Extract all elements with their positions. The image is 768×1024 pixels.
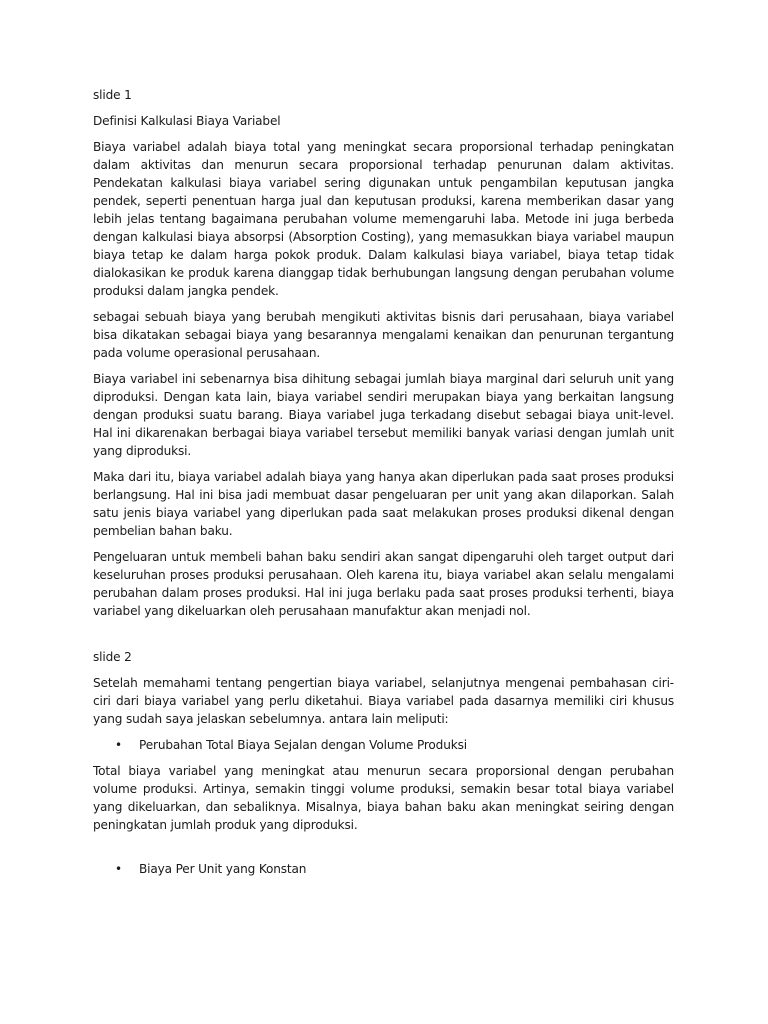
list-item <box>93 860 674 878</box>
list-item <box>93 736 674 754</box>
document-page <box>93 86 674 886</box>
section-title: Definisi Kalkulasi Biaya Variabel <box>93 114 281 128</box>
slide-1-label: slide 1 <box>93 88 132 102</box>
paragraph-raw-material: Pengeluaran untuk membeli bahan baku sendiri akan sangat dipengaruhi oleh target output dari keseluruhan proses produksi perusahaan. Oleh karena itu, biaya variabel akan selalu mengalami perubahan dalam proses produksi. Hal ini juga berlaku pada saat proses produksi terhenti, biaya variabel yang dikeluarkan oleh perusahaan manufaktur akan menjadi nol. <box>93 550 674 618</box>
paragraph-marginal-cost: Biaya variabel ini sebenarnya bisa dihitung sebagai jumlah biaya marginal dari seluruh unit yang diproduksi. Dengan kata lain, biaya variabel sendiri merupakan biaya yang berkaitan langsung dengan produksi suatu barang. Biaya variabel juga terkadang disebut sebagai biaya unit-level. Hal ini dikarenakan berbagai biaya variabel tersebut memiliki banyak variasi dengan jumlah unit yang diproduksi. <box>93 372 674 458</box>
paragraph-production-process: Maka dari itu, biaya variabel adalah biaya yang hanya akan diperlukan pada saat proses produksi berlangsung. Hal ini bisa jadi membuat dasar pengeluaran per unit yang akan dilaporkan. Salah satu jenis biaya variabel yang diperlukan pada saat melakukan proses produksi dikenal dengan pembelian bahan baku. <box>93 470 674 538</box>
bullet-label: Biaya Per Unit yang Konstan <box>139 862 307 876</box>
paragraph-definition: Biaya variabel adalah biaya total yang meningkat secara proporsional terhadap peningkatan dalam aktivitas dan menurun secara proporsional terhadap penurunan dalam aktivitas. Pendekatan kalkulasi biaya variabel sering digunakan untuk pengambilan keputusan jangka pendek, seperti penentuan harga jual dan keputusan produksi, karena memberikan dasar yang lebih jelas tentang bagaimana perubahan volume memengaruhi laba. Metode ini juga berbeda dengan kalkulasi biaya absorpsi (Absorption Costing), yang memasukkan biaya variabel maupun biaya tetap ke dalam harga pokok produk. Dalam kalkulasi biaya variabel, biaya tetap tidak dialokasikan ke produk karena dianggap tidak berhubungan langsung dengan perubahan volume produksi dalam jangka pendek. <box>93 140 674 298</box>
bullet-icon: • <box>115 738 122 752</box>
bullet-icon: • <box>115 862 122 876</box>
paragraph-characteristics-intro: Setelah memahami tentang pengertian biaya variabel, selanjutnya mengenai pembahasan ciri-ciri dari biaya variabel yang perlu diketahui. Biaya variabel pada dasarnya memiliki ciri khusus yang sudah saya jelaskan sebelumnya. antara lain meliputi: <box>93 676 674 726</box>
slide-2-label: slide 2 <box>93 650 132 664</box>
paragraph-business-activity: sebagai sebuah biaya yang berubah mengikuti aktivitas bisnis dari perusahaan, biaya variabel bisa dikatakan sebagai biaya yang besarannya mengalami kenaikan dan penurunan tergantung pada volume operasional perusahaan. <box>93 310 674 360</box>
paragraph-total-cost: Total biaya variabel yang meningkat atau menurun secara proporsional dengan perubahan volume produksi. Artinya, semakin tinggi volume produksi, semakin besar total biaya variabel yang dikeluarkan, dan sebaliknya. Misalnya, biaya bahan baku akan meningkat seiring dengan peningkatan jumlah produk yang diproduksi. <box>93 764 674 832</box>
bullet-label: Perubahan Total Biaya Sejalan dengan Volume Produksi <box>139 738 467 752</box>
spacer <box>93 842 674 860</box>
spacer <box>93 628 674 648</box>
